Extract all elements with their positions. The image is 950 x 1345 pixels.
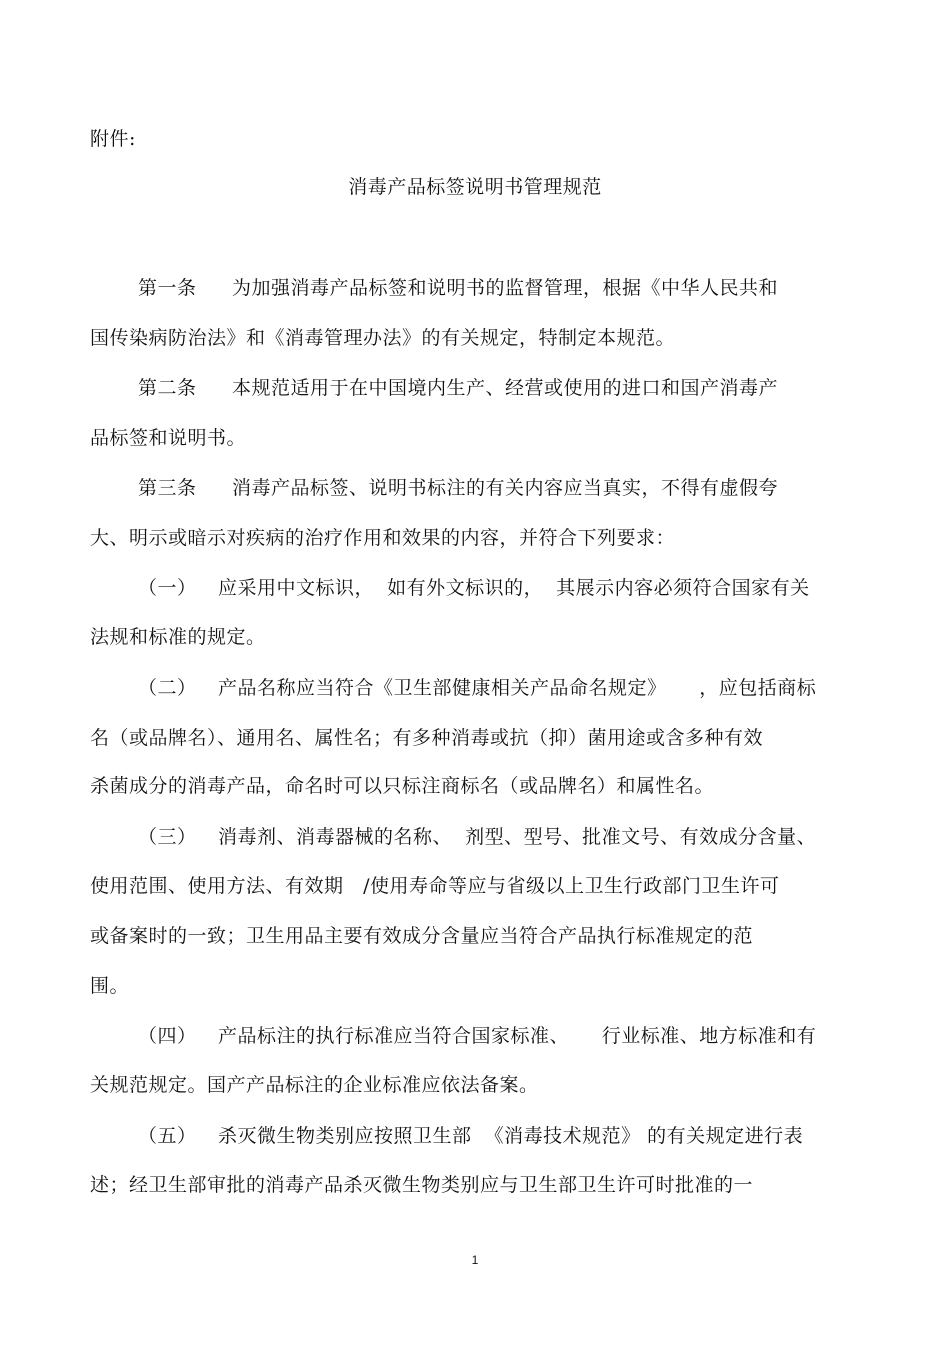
item-text: 产品名称应当符合《卫生部健康相关产品命名规定》 ，应包括商标 — [218, 677, 817, 699]
article-text: 品标签和说明书。 — [90, 427, 247, 449]
item-text: 产品标注的执行标准应当符合国家标准、 行业标准、地方标准和有 — [218, 1025, 817, 1047]
article-label: 第三条 — [138, 477, 197, 499]
item-label: （一） — [138, 577, 197, 599]
item-label: （五） — [138, 1125, 197, 1147]
article-text: 为加强消毒产品标签和说明书的监督管理，根据《中华人民共和 — [232, 277, 779, 299]
item-text: 名（或品牌名）、通用名、属性名；有多种消毒或抗（抑）菌用途或含多种有效 — [90, 727, 764, 749]
article-text: 消毒产品标签、说明书标注的有关内容应当真实，不得有虚假夸 — [232, 477, 779, 499]
item-text: 法规和标准的规定。 — [90, 626, 266, 648]
item-text: 或备案时的一致；卫生用品主要有效成分含量应当符合产品执行标准规定的范 — [90, 925, 754, 947]
item-text: 述；经卫生部审批的消毒产品杀灭微生物类别应与卫生部卫生许可时批准的一 — [90, 1174, 754, 1196]
article-label: 第一条 — [138, 277, 197, 299]
item-text: 杀灭微生物类别应按照卫生部 《消毒技术规范》 的有关规定进行表 — [218, 1125, 804, 1147]
item-label: （三） — [138, 826, 197, 848]
item-text: 使用范围、使用方法、有效期 /使用寿命等应与省级以上卫生行政部门卫生许可 — [90, 875, 780, 897]
attachment-label: 附件: — [90, 128, 136, 150]
item-label: （二） — [138, 677, 197, 699]
item-text: 杀菌成分的消毒产品，命名时可以只标注商标名（或品牌名）和属性名。 — [90, 775, 715, 797]
article-text: 本规范适用于在中国境内生产、经营或使用的进口和国产消毒产 — [232, 377, 779, 399]
article-text: 国传染病防治法》和《消毒管理办法》的有关规定，特制定本规范。 — [90, 327, 676, 349]
item-label: （四） — [138, 1025, 197, 1047]
item-text: 关规范规定。国产产品标注的企业标准应依法备案。 — [90, 1074, 539, 1096]
item-text: 围。 — [90, 975, 130, 997]
article-label: 第二条 — [138, 377, 197, 399]
article-text: 大、明示或暗示对疾病的治疗作用和效果的内容，并符合下列要求： — [90, 527, 676, 549]
item-text: 消毒剂、消毒器械的名称、 剂型、型号、批准文号、有效成分含量、 — [218, 826, 817, 848]
document-title: 消毒产品标签说明书管理规范 — [348, 176, 602, 198]
page-number: 1 — [471, 1253, 479, 1267]
item-text: 应采用中文标识， 如有外文标识的， 其展示内容必须符合国家有关 — [218, 577, 810, 599]
